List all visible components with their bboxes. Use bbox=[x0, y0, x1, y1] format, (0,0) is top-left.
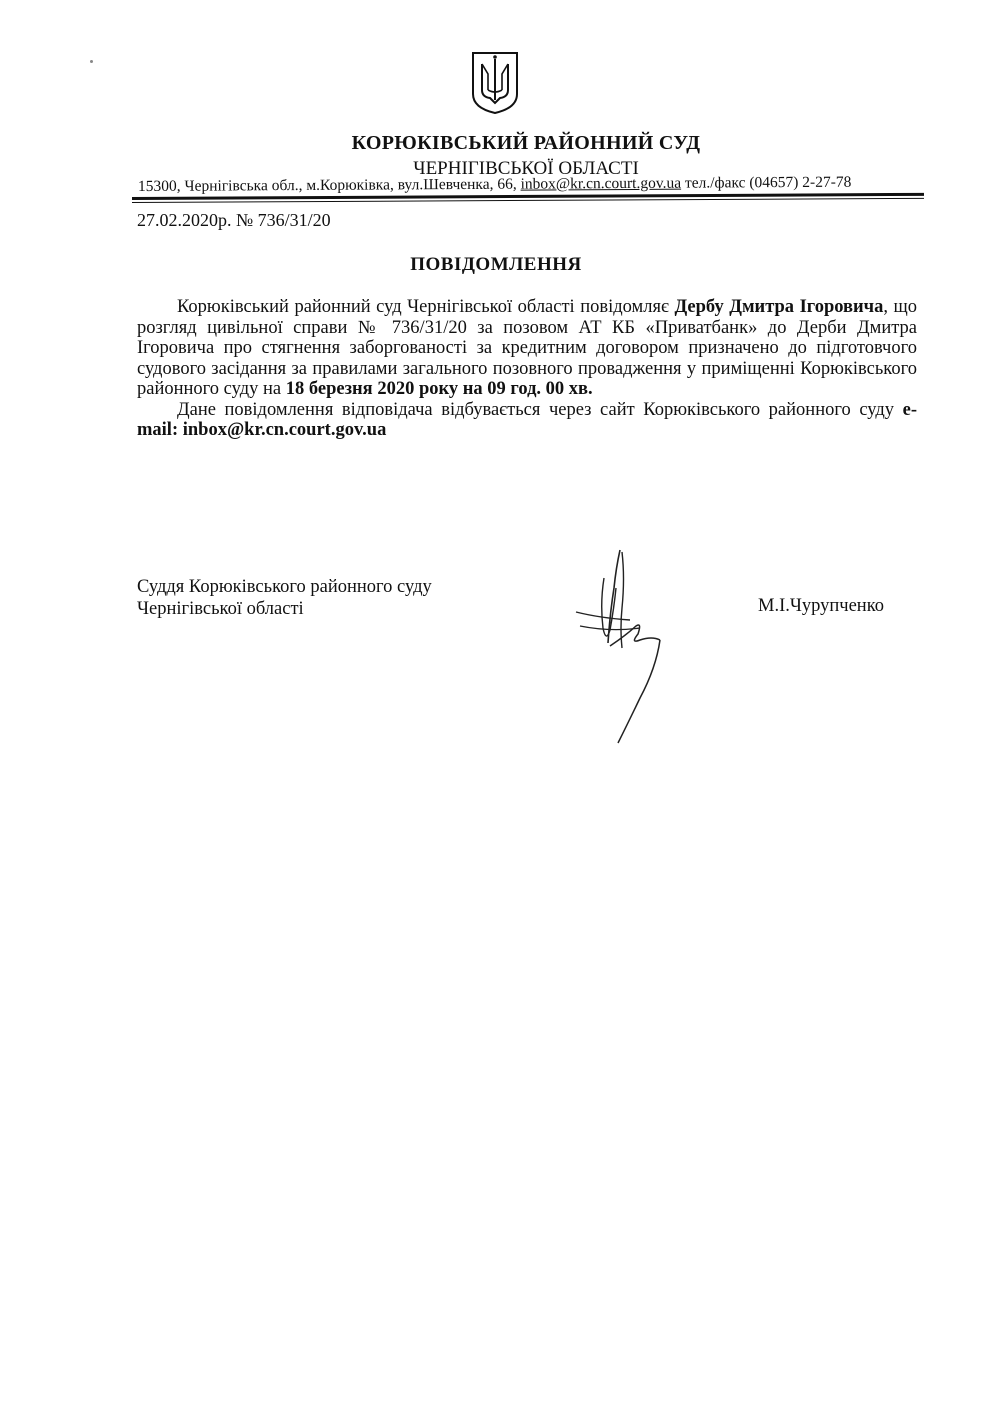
defendant-name: Дербу Дмитра Ігоровича bbox=[674, 297, 884, 317]
outgoing-reference: 27.02.2020р. № 736/31/20 bbox=[137, 210, 331, 230]
notice-body bbox=[137, 297, 917, 441]
paragraph-text: Корюківський районний суд Чернігівської області повідомляє bbox=[177, 297, 675, 317]
court-name: КОРЮКІВСЬКИЙ РАЙОННИЙ СУД bbox=[351, 132, 701, 154]
handwritten-signature bbox=[570, 548, 680, 748]
judge-position-line: Суддя Корюківського районного суду bbox=[137, 577, 432, 597]
coat-of-arms-icon bbox=[470, 50, 520, 116]
document-title: ПОВІДОМЛЕННЯ bbox=[410, 254, 582, 275]
paragraph-text: , що розгляд цивільної справи № 736/31/20 за позовом АТ КБ «Приватбанк» до Дерби Дмитра Ігоровича про стягнення заборгованості за кредитним договором призначено до підготовчого судового засідання за правилами загального позовного провадження у приміщенні Корюківського районного суду на bbox=[137, 297, 918, 399]
notice-paragraph bbox=[137, 297, 917, 400]
scan-speck bbox=[90, 60, 93, 63]
contact-email: e-mail: inbox@kr.cn.court.gov.ua bbox=[137, 399, 917, 440]
judge-position bbox=[137, 576, 432, 620]
phone-fax: тел./факс (04657) 2-27-78 bbox=[681, 173, 852, 192]
address-text: 15300, Чернігівська обл., м.Корюківка, вул.Шевченка, 66, bbox=[137, 175, 521, 195]
paragraph-text: Дане повідомлення відповідача відбувається через сайт Корюківського районного суду bbox=[177, 399, 903, 420]
judge-name: М.І.Чурупченко bbox=[758, 596, 885, 616]
hearing-datetime: 18 березня 2020 року на 09 год. 00 хв. bbox=[285, 379, 593, 399]
court-region: ЧЕРНІГІВСЬКОЇ ОБЛАСТІ bbox=[413, 158, 639, 179]
notice-paragraph bbox=[137, 400, 917, 441]
judge-position-line: Чернігівської області bbox=[137, 599, 304, 619]
court-email-link[interactable]: inbox@kr.cn.court.gov.ua bbox=[520, 174, 682, 193]
